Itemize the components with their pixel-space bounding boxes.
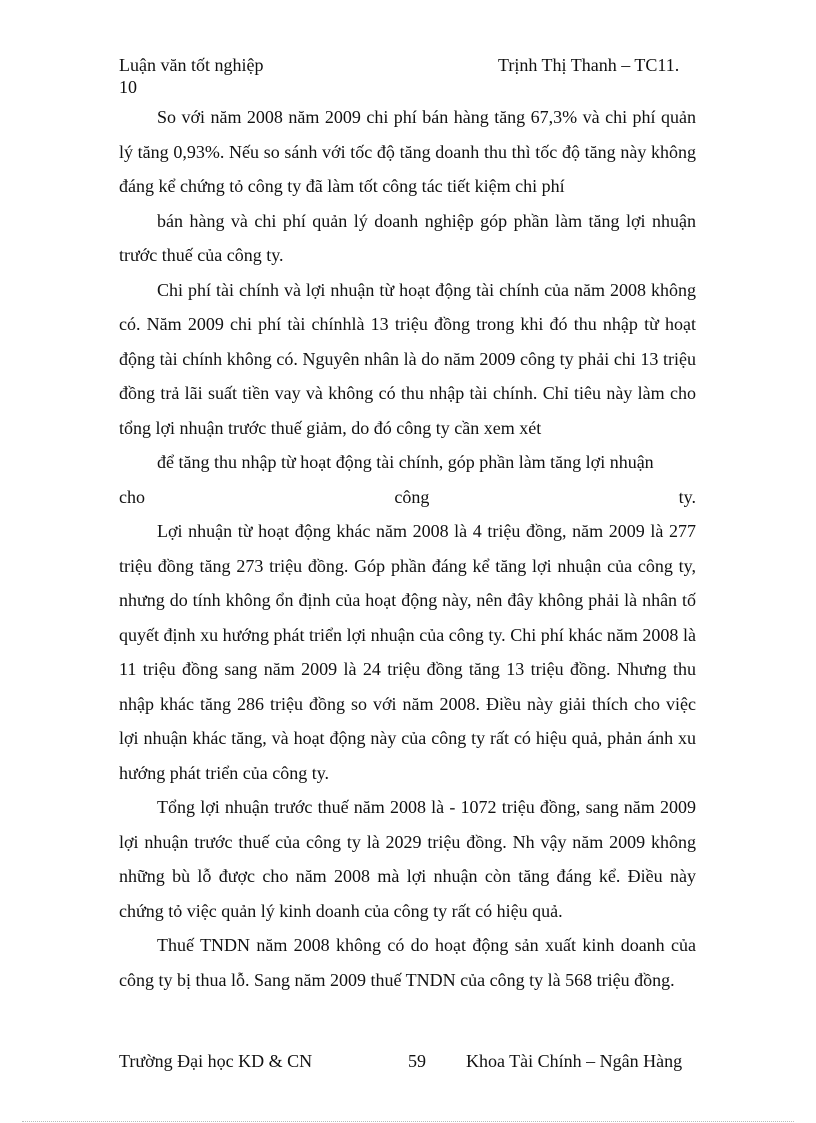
paragraph-2c-word-3: ty. [678, 486, 696, 507]
footer-department: Khoa Tài Chính – Ngân Hàng [466, 1051, 683, 1071]
header-class-number: 10 [119, 77, 137, 97]
paragraph-5: Thuế TNDN năm 2008 không có do hoạt động sản xuất kinh doanh của công ty bị thua lỗ. Sang năm 2009 thuế TNDN của công ty là 568 triệu đồng. [119, 935, 696, 990]
header-thesis-title: Luận văn tốt nghiệp [119, 55, 264, 75]
paragraph-2a: Chi phí tài chính và lợi nhuận từ hoạt động tài chính của năm 2008 không có. Năm 2009 chi phí tài chínhlà 13 triệu đồng trong khi đó thu nhập từ hoạt động tài chính không có. Nguyên nhân là do năm 2009 công ty phải chi 13 triệu đồng trả lãi suất tiền vay và không có thu nhập tài chính. Chỉ tiêu này làm cho tổng lợi nhuận trước thuế giảm, do đó công ty cần xem xét [119, 279, 696, 438]
bottom-dotted-border [22, 1121, 794, 1122]
paragraph-1b: bán hàng và chi phí quản lý doanh nghiệp góp phần làm tăng lợi nhuận trước thuế của công ty. [119, 210, 696, 265]
paragraph-2b: để tăng thu nhập từ hoạt động tài chính, góp phần làm tăng lợi nhuận [157, 452, 654, 472]
footer-school: Trường Đại học KD & CN [119, 1051, 313, 1071]
paragraph-3: Lợi nhuận từ hoạt động khác năm 2008 là 4 triệu đồng, năm 2009 là 277 triệu đồng tăng 273 triệu đồng. Góp phần đáng kể tăng lợi nhuận của công ty, nhưng do tính không ổn định của hoạt động này, nên đây không phải là nhân tố quyết định xu hướng phát triển lợi nhuận của công ty. Chi phí khác năm 2008 là 11 triệu đồng sang năm 2009 là 24 triệu đồng tăng 13 triệu đồng. Nhưng thu nhập khác tăng 286 triệu đồng so với năm 2008. Điều này giải thích cho việc lợi nhuận khác tăng, và hoạt động này của công ty rất có hiệu quả, phản ánh xu hướng phát triển của công ty. [119, 521, 696, 783]
paragraph-1a: So với năm 2008 năm 2009 chi phí bán hàng tăng 67,3% và chi phí quản lý tăng 0,93%. Nếu so sánh với tốc độ tăng doanh thu thì tốc độ tăng này không đáng kể chứng tỏ công ty đã làm tốt công tác tiết kiệm chi phí [119, 107, 696, 196]
paragraph-4: Tổng lợi nhuận trước thuế năm 2008 là - 1072 triệu đồng, sang năm 2009 lợi nhuận trước thuế của công ty là 2029 triệu đồng. Nh vậy năm 2009 không những bù lỗ được cho năm 2008 mà lợi nhuận còn tăng đáng kể. Điều này chứng tỏ việc quản lý kinh doanh của công ty rất có hiệu quả. [119, 797, 696, 921]
header-author: Trịnh Thị Thanh – TC11. [498, 55, 680, 75]
paragraph-2c-word-1: cho [119, 486, 145, 507]
body-text [119, 100, 696, 997]
paragraph-2c [119, 480, 696, 515]
footer-page-number: 59 [408, 1051, 426, 1071]
paragraph-2c-word-2: công [394, 486, 430, 507]
